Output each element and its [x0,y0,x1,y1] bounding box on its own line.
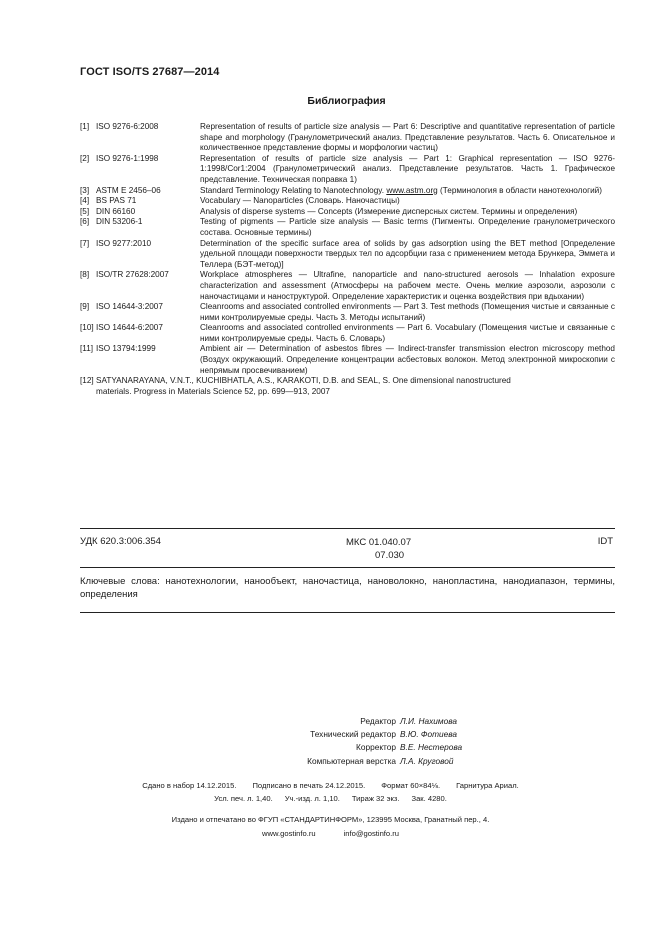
idt-marker: IDT [597,536,613,547]
bibliography-title: Библиография [307,95,386,107]
divider-middle [80,567,615,568]
bib-text: Cleanrooms and associated controlled environments — Part 3. Test methods (Помещения чистые и связанные с ними контролируемые среды. Часть 3. Методы испытаний) [200,302,615,322]
bib-code: DIN 66160 [96,206,136,216]
bib-num: [10] [80,323,94,333]
bib-num: [4] [80,196,90,206]
print-info-line1: Сдано в набор 14.12.2015. Подписано в печать 24.12.2015. Формат 60×84⅛. Гарнитура Ариал. [142,781,519,790]
bib-code: BS PAS 71 [96,196,137,206]
bib-text-continued: materials. Progress in Materials Science 52, pp. 699—913, 2007 [96,386,330,396]
bib-entry [80,302,615,323]
print-info-line2: Усл. печ. л. 1,40. Уч.-изд. л. 1,10. Тираж 32 экз. Зак. 4280. [214,794,447,803]
divider-bottom [80,612,615,613]
bib-code: ASTM E 2456–06 [96,185,161,195]
publisher-website[interactable]: www.gostinfo.ru [261,829,316,838]
bib-code: ISO 9276-6:2008 [96,122,159,131]
bib-num: [1] [80,122,90,131]
bib-code: ISO 14644-3:2007 [96,302,163,312]
divider-top [80,528,615,529]
bib-num: [6] [80,217,90,227]
publisher-email[interactable]: info@gostinfo.ru [343,829,400,838]
bib-num: [2] [80,153,90,163]
bib-num: [3] [80,185,90,195]
astm-link[interactable]: www.astm.org [386,185,438,195]
bib-entry [80,207,615,218]
credit-proofreader: Корректор В.Е. Нестерова [356,742,463,753]
bib-num: [5] [80,206,90,216]
bib-entry [80,154,615,186]
bib-text: Analysis of disperse systems — Concepts (Измерение дисперсных систем. Термины и определения) [200,206,578,216]
credits-block [200,715,490,768]
publisher-line: Издано и отпечатано во ФГУП «СТАНДАРТИНФОРМ», 123995 Москва, Гранатный пер., 4. [171,815,490,824]
bib-num: [9] [80,302,90,312]
credit-tech-editor: Технический редактор В.Ю. Фотиева [310,729,458,740]
mks-code: МКС 01.040.07 07.030 [346,537,412,561]
bib-text: Workplace atmospheres — Ultrafine, nanoparticle and nano-structured aerosols — Inhalation exposure characterization and assessment (Атмосферы на рабочем месте. Очень мелкие аэрозоли, аэрозоли с наночастицами и наноструктурой. Определение характеристик и оценка воздействия при вдыхании) [200,270,615,301]
bib-code: ISO 9277:2010 [96,238,152,248]
bib-code: ISO/TR 27628:2007 [96,270,169,280]
bib-text: Ambient air — Determination of asbestos fibres — Indirect-transfer transmission electron microscopy method (Воздух окружающий. Определение концентрации асбестовых волокон. Метод электронной микроскопии с непрямым просвечиванием) [200,344,615,375]
bib-text: Representation of results of particle size analysis — Part 1: Graphical representation — ISO 9276-1:1998/Cor1:2004 (Гранулометрический анализ. Представление результатов. Часть 1. Графическое представление. Техническая поправка 1) [200,153,615,184]
bib-text: Determination of the specific surface area of solids by gas adsorption using the BET method [Определение удельной площади поверхности твердых тел по адсорбции газа с применением метода Брункера, Эммета и Теллера (БЭТ-метод)] [200,238,615,269]
bib-entry [80,217,615,238]
bib-text: Cleanrooms and associated controlled environments — Part 6. Vocabulary (Помещения чистые и связанные с ними контролируемые среды. Часть 6. Словарь) [200,323,615,343]
bib-code: ISO 14644-6:2007 [96,323,163,333]
udk-code: УДК 620.3:006.354 [80,536,161,547]
publisher-contacts [0,829,661,838]
bib-entry [80,186,615,197]
bib-num: [12] [80,376,94,386]
bib-code: DIN 53206-1 [96,217,143,227]
bib-text: Vocabulary — Nanoparticles (Словарь. Наночастицы) [200,196,400,206]
bib-num: [7] [80,238,90,248]
bib-entry [80,122,615,154]
bib-text: SATYANARAYANA, V.N.T., KUCHIBHATLA, A.S., KARAKOTI, D.B. and SEAL, S. One dimensional nanostructured [96,376,511,386]
bib-num: [11] [80,344,94,354]
bib-text: Standard Terminology Relating to Nanotechnology. www.astm.org (Терминология в области нанотехнологий) [200,185,602,195]
bib-text: Testing of pigments — Particle size analysis — Basic terms (Пигменты. Определение гранулометрического состава. Основные термины) [200,217,615,237]
bib-entry [80,344,615,376]
bib-text: Representation of results of particle size analysis — Part 6: Descriptive and quantitative representation of particle shape and morphology (Гранулометрический анализ. Представление результатов. Часть 6. Описательное и количественное представление формы и морфологии частиц) [200,122,615,153]
bib-entry [80,239,615,271]
standard-header: ГОСТ ISO/TS 27687—2014 [80,66,220,78]
bib-code: ISO 9276-1:1998 [96,153,159,163]
bib-entry [80,270,615,302]
bib-entry [80,323,615,344]
credit-layout: Компьютерная верстка Л.А. Круговой [307,755,454,766]
bib-num: [8] [80,270,90,280]
bib-code: ISO 13794:1999 [96,344,156,354]
keywords: Ключевые слова: нанотехнологии, нанообъект, наночастица, нановолокно, нанопластина, нанодиапазон, термины, определения [80,576,615,600]
bib-entry [80,376,615,397]
bib-entry [80,196,615,207]
bibliography-list [80,122,615,397]
credit-editor: Редактор Л.И. Нахимова [360,716,457,726]
